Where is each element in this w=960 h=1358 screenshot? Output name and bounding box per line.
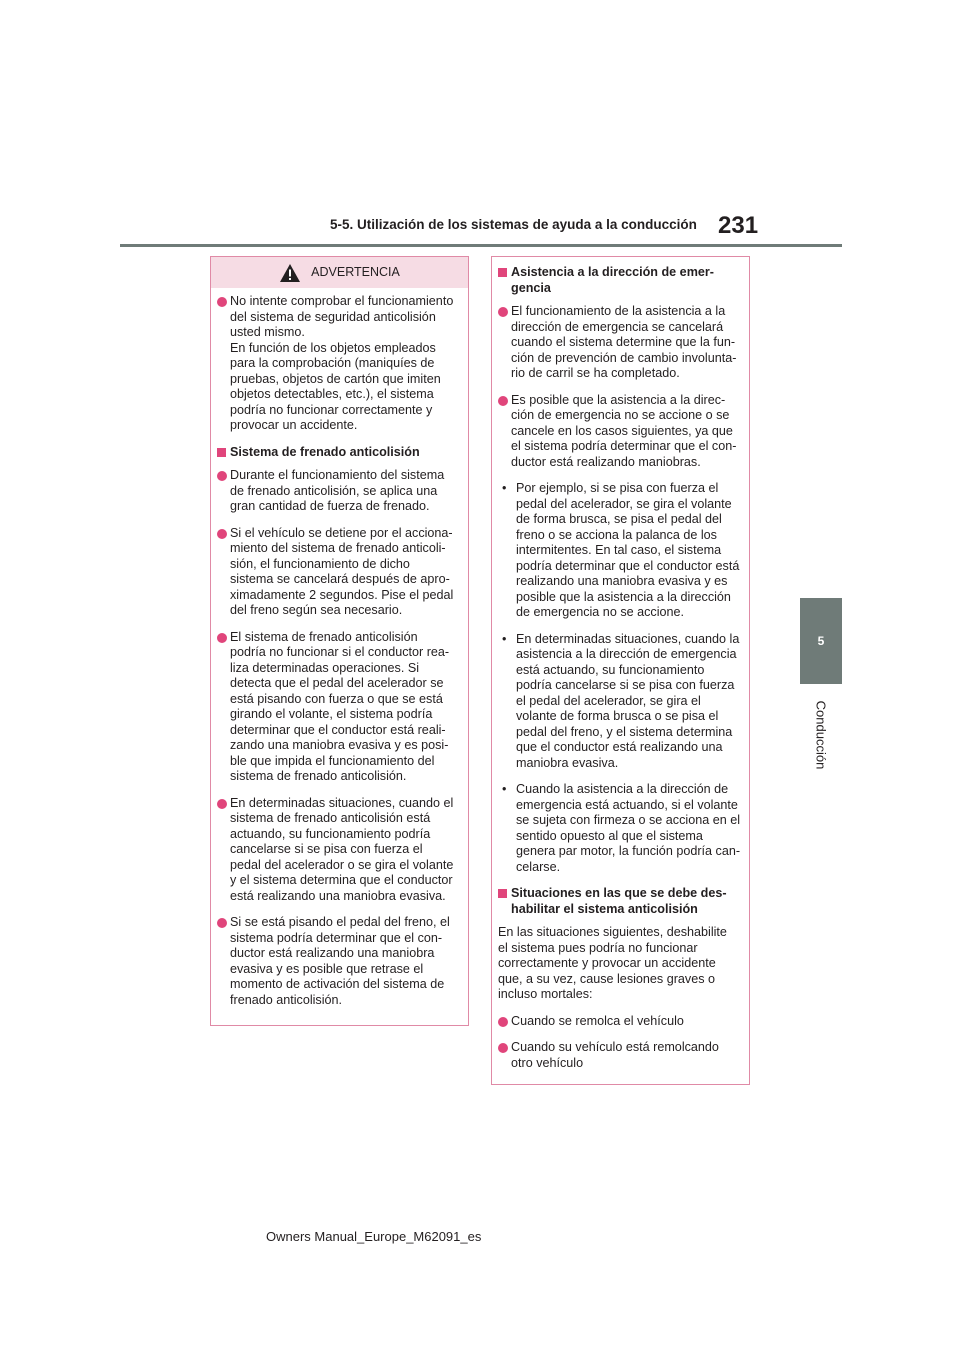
text-line: Situaciones en las que se debe des- xyxy=(511,886,727,900)
text-line: está pisando con fuerza o que se está xyxy=(230,691,443,706)
text-line: pedal del acelerador o se gira el volante xyxy=(230,857,454,872)
chapter-tab: 5 xyxy=(800,598,842,684)
section-heading: Sistema de frenado anticolisión xyxy=(217,445,458,461)
text-line: cancelarse si se pisa con fuerza el xyxy=(230,842,423,856)
text-line: del freno según sea necesario. xyxy=(230,603,403,617)
text-line: está actuando, su funcionamiento xyxy=(516,662,705,677)
text-line: Cuando su vehículo está remolcando xyxy=(511,1040,719,1054)
text-line: frenado anticolisión. xyxy=(230,992,343,1007)
text-line: dirección de emergencia se cancelará xyxy=(511,319,724,334)
text-line: ción de prevención de cambio involunta- xyxy=(511,350,737,365)
section-title: 5-5. Utilización de los sistemas de ayuda a la conducción xyxy=(330,217,697,232)
text-line: gran cantidad de fuerza de frenado. xyxy=(230,499,430,513)
text-line: En las situaciones siguientes, deshabilite xyxy=(498,925,727,939)
text-line: El sistema de frenado anticolisión xyxy=(230,629,418,644)
text-line: otro vehículo xyxy=(511,1055,584,1070)
text-line: detecta que el pedal del acelerador se xyxy=(230,676,444,690)
text-line: evasiva y es posible que retrase el xyxy=(230,961,424,976)
text-line: el pedal del acelerador, se gira el xyxy=(516,693,701,708)
text-line: ximadamente 2 segundos. Pise el pedal xyxy=(230,587,454,602)
list-item xyxy=(217,526,458,619)
text-line: posible que la asistencia a la dirección xyxy=(516,589,731,604)
header-rule xyxy=(120,244,842,247)
text-line: liza determinadas operaciones. Si xyxy=(230,660,420,675)
text-line: emergencia está actuando, si el volante xyxy=(516,797,738,812)
text-line: usted mismo. xyxy=(230,325,305,339)
text-line: pruebas, objetos de cartón que imiten xyxy=(230,371,441,386)
text-line: pedal del freno, y el sistema determina xyxy=(516,724,733,739)
text-line: el sistema podría determinar que el con- xyxy=(511,439,737,453)
text-line: ductor está realizando maniobras. xyxy=(511,454,701,469)
text-line: provocar un accidente. xyxy=(230,418,358,432)
paragraph xyxy=(498,925,739,1003)
text-line: rio de carril se ha completado. xyxy=(511,366,680,380)
list-item xyxy=(217,468,458,515)
text-line: sentido opuesto al que el sistema xyxy=(516,828,703,843)
text-line: El funcionamiento de la asistencia a la xyxy=(511,304,726,318)
text-line: para la comprobación (maniquíes de xyxy=(230,356,435,370)
text-line: pedal del acelerador, se gira el volante xyxy=(516,496,732,511)
sub-list-item xyxy=(498,632,739,772)
text-line: de forma brusca, se pisa el pedal del xyxy=(516,512,722,526)
text-line: sistema de frenado anticolisión está xyxy=(230,811,431,825)
text-line: Cuando se remolca el vehículo xyxy=(511,1013,684,1028)
text-line: y el sistema determina que el conductor xyxy=(230,873,453,887)
text-line: que el conductor está realizando una xyxy=(516,740,723,754)
text-line: del sistema de seguridad anticolisión xyxy=(230,309,436,324)
list-item xyxy=(498,304,739,382)
text-line: Es posible que la asistencia a la direc- xyxy=(511,392,726,407)
text-line: zando una maniobra evasiva y es posi- xyxy=(230,738,449,752)
text-line: determinar que el conductor está reali- xyxy=(230,722,446,737)
text-line: realizando una maniobra evasiva y es xyxy=(516,574,728,588)
text-line: podría determinar que el conductor está xyxy=(516,558,740,573)
list-item xyxy=(498,393,739,471)
text-line: el sistema pues podría no funcionar xyxy=(498,940,698,955)
text-line: Si el vehículo se detiene por el acciona- xyxy=(230,525,453,540)
text-line: cuando el sistema determine que la fun- xyxy=(511,335,736,349)
text-line: freno o se acciona la palanca de los xyxy=(516,527,717,542)
text-line: que, a su vez, cause lesiones graves o xyxy=(498,971,716,986)
text-line: actuando, su funcionamiento podría xyxy=(230,826,431,841)
text-line: maniobra evasiva. xyxy=(516,755,619,770)
text-line: sistema podría determinar que el con- xyxy=(230,930,443,945)
text-line: Durante el funcionamiento del sistema xyxy=(230,468,445,482)
warning-box-left xyxy=(210,256,469,1026)
text-line: correctamente y provocar un accidente xyxy=(498,956,716,970)
list-item xyxy=(217,796,458,905)
text-line: sistema se cancelará después de apro- xyxy=(230,572,450,586)
text-line: podría no funcionar si el conductor rea- xyxy=(230,645,450,659)
text-line: miento del sistema de frenado anticoli- xyxy=(230,541,446,555)
text-line: incluso mortales: xyxy=(498,987,593,1001)
text-line: podría no funcionar correctamente y xyxy=(230,402,433,417)
list-item xyxy=(498,1014,739,1030)
text-line: volante de forma brusca o se pisa el xyxy=(516,709,719,723)
section-heading xyxy=(498,265,739,296)
text-line: cancele en los casos siguientes, ya que xyxy=(511,423,733,438)
warning-box-right xyxy=(491,256,750,1085)
text-line: ble que impida el funcionamiento del xyxy=(230,753,435,768)
footer-text: Owners Manual_Europe_M62091_es xyxy=(266,1229,482,1244)
warning-left-body xyxy=(211,288,468,1008)
text-line: En determinadas situaciones, cuando el xyxy=(230,795,454,810)
warning-title: ADVERTENCIA xyxy=(311,264,400,279)
text-line: sistema de frenado anticolisión. xyxy=(230,769,407,783)
text-line: está realizando una maniobra evasiva. xyxy=(230,888,446,903)
text-line: girando el volante, el sistema podría xyxy=(230,707,433,721)
text-line: ción de emergencia no se accione o se xyxy=(511,408,730,422)
text-line: intermitentes. En tal caso, el sistema xyxy=(516,543,722,557)
warning-intro xyxy=(217,294,458,434)
warning-triangle-icon xyxy=(279,263,301,283)
text-line: sión, el funcionamiento de dicho xyxy=(230,556,410,571)
text-line: • Por ejemplo, si se pisa con fuerza el xyxy=(516,481,719,495)
text-line: celarse. xyxy=(516,859,561,874)
text-line: habilitar el sistema anticolisión xyxy=(511,901,698,916)
list-item xyxy=(217,630,458,785)
text-line: • En determinadas situaciones, cuando la xyxy=(516,631,740,646)
text-line: No intente comprobar el funcionamiento xyxy=(230,294,454,308)
list-item xyxy=(217,915,458,1008)
text-line: Si se está pisando el pedal del freno, el xyxy=(230,915,450,929)
page-number: 231 xyxy=(718,212,759,239)
text-line: objetos detectables, etc.), el sistema xyxy=(230,387,434,401)
text-line: se sujeta con firmeza o se acciona en el xyxy=(516,813,741,827)
text-line: genera par motor, la función podría can- xyxy=(516,844,741,858)
text-line: En función de los objetos empleados xyxy=(230,340,436,355)
text-line: Asistencia a la dirección de emer- xyxy=(511,265,714,279)
text-line: ductor está realizando una maniobra xyxy=(230,946,435,960)
sub-list-item xyxy=(498,782,739,875)
list-item xyxy=(498,1040,739,1071)
section-heading xyxy=(498,886,739,917)
text-line: asistencia a la dirección de emergencia xyxy=(516,647,737,661)
text-line: gencia xyxy=(511,280,551,295)
text-line: de emergencia no se accione. xyxy=(516,605,685,619)
sub-list-item xyxy=(498,481,739,621)
warning-header xyxy=(211,257,468,288)
text-line: podría cancelarse si se pisa con fuerza xyxy=(516,678,735,692)
text-line: momento de activación del sistema de xyxy=(230,977,445,991)
text-line: • Cuando la asistencia a la dirección de xyxy=(516,782,729,796)
text-line: de frenado anticolisión, se aplica una xyxy=(230,483,438,498)
chapter-label: Conducción xyxy=(813,700,829,770)
